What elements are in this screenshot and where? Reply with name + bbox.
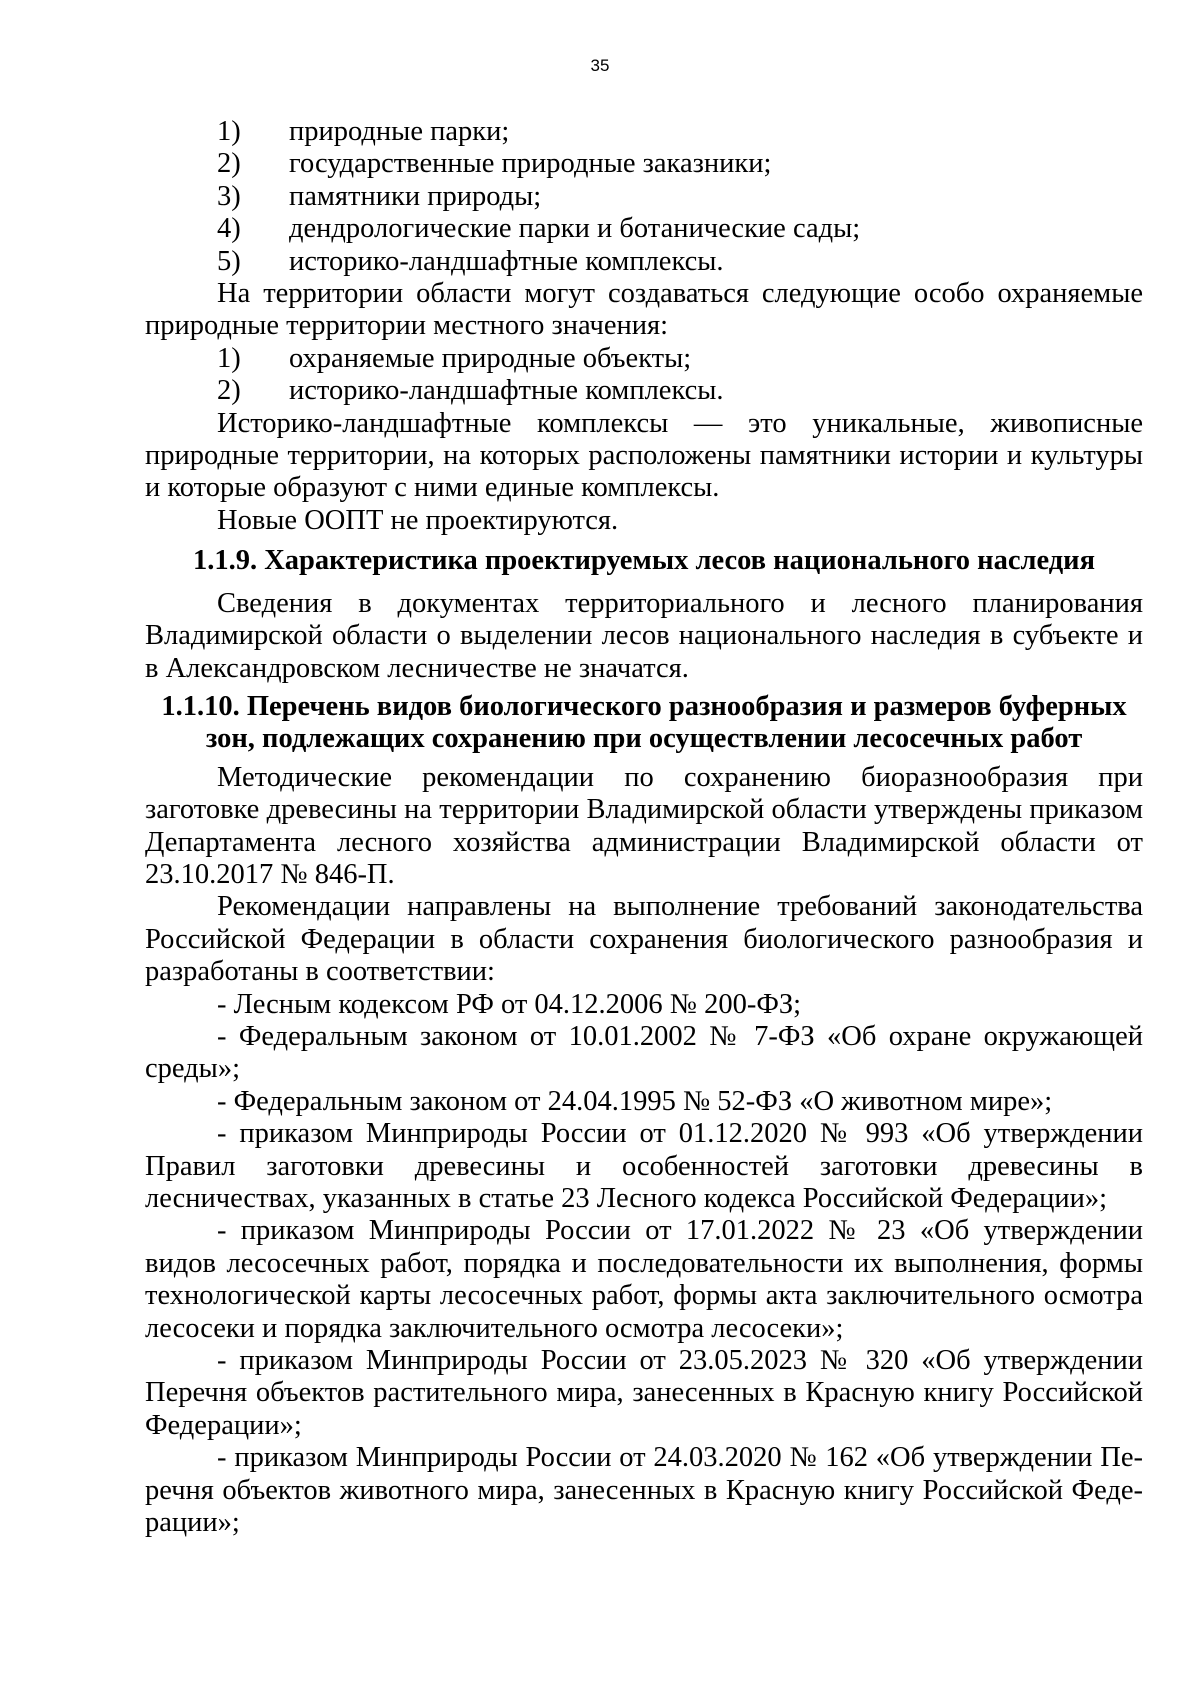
law-item: - приказом Минприроды России от 17.01.2022 № 23 «Об утверждении видов лесосечных работ, порядка и последовательности их выполнения, формы технологической карты лесосечных работ, формы акта заключительного осмотра лесосеки и порядка заключительного осмотра лесосеки»;	[145, 1215, 1143, 1344]
page-content	[145, 116, 1143, 1539]
law-item: - Лесным кодексом РФ от 04.12.2006 № 200-ФЗ;	[217, 988, 802, 1020]
heading-1-1-10: 1.1.10. Перечень видов биологического разнообразия и размеров буферных зон, подлежащих сохранению при осуществлении лесосечных работ	[161, 690, 1127, 755]
list-item: 1) природные парки;	[217, 116, 510, 147]
paragraph-complexes: Историко-ландшафтные комплексы — это уникальные, живописные природные территории, на которых расположены памятники истории и культуры и которые образуют с ними единые комплексы.	[145, 407, 1143, 504]
regional-oopt-list	[145, 116, 1143, 278]
paragraph-methodical: Методические рекомендации по сохранению биоразнообразия при заготовке древесины на территории Владимирской области утверждены приказом Департамента лесного хозяйства администрации Владимирской области от 23.10.2017 № 846-П.	[145, 761, 1143, 890]
list-item: 5) историко-ландшафтные комплексы.	[217, 245, 724, 277]
paragraph-national-heritage: Сведения в документах территориального и лесного планирования Владимирской области о выделении лесов национального наследия в субъекте и в Александровском лесничестве не значатся.	[145, 587, 1143, 684]
list-item: 1) охраняемые природные объекты;	[217, 342, 692, 374]
list-item: 2) историко-ландшафтные комплексы.	[217, 375, 724, 407]
law-item: - Федеральным законом от 24.04.1995 № 52-ФЗ «О животном мире»;	[217, 1085, 1053, 1117]
paragraph-new-oopt: Новые ООПТ не проектируются.	[217, 504, 619, 536]
heading-1-1-9: 1.1.9. Характеристика проектируемых лесов национального наследия	[192, 545, 1096, 577]
local-oopt-list	[145, 343, 1143, 408]
law-item: - приказом Минприроды России от 01.12.2020 № 993 «Об утверждении Правил заготовки древесины и особенностей заготовки древесины в лесничествах, указанных в статье 23 Лесного кодекса Российской Федерации»;	[145, 1118, 1143, 1214]
law-list	[145, 989, 1143, 1540]
law-item: - приказом Минприроды России от 23.05.2023 № 320 «Об утверждении Перечня объектов растительного мира, занесенных в Красную книгу Российской Федерации»;	[145, 1345, 1143, 1441]
paragraph-recommendations: Рекомендации направлены на выполнение требований законодательства Российской Федерации в области сохранения биологического разнообразия и разработаны в соответствии:	[145, 891, 1143, 988]
paragraph-local-intro: На территории области могут создаваться следующие особо охраняемые природные территории местного значения:	[145, 278, 1143, 342]
law-item: - приказом Минприроды России от 24.03.2020 № 162 «Об утверждении Перечня объектов животного мира, занесенных в Красную книгу Российской Федерации»;	[145, 1442, 1143, 1539]
law-item: - Федеральным законом от 10.01.2002 № 7-ФЗ «Об охране окружающей среды»;	[145, 1020, 1143, 1085]
list-item: 2) государственные природные заказники;	[217, 148, 772, 180]
page-number: 35	[590, 56, 610, 75]
list-item: 4) дендрологические парки и ботанические сады;	[217, 213, 861, 245]
list-item: 3) памятники природы;	[217, 180, 542, 212]
